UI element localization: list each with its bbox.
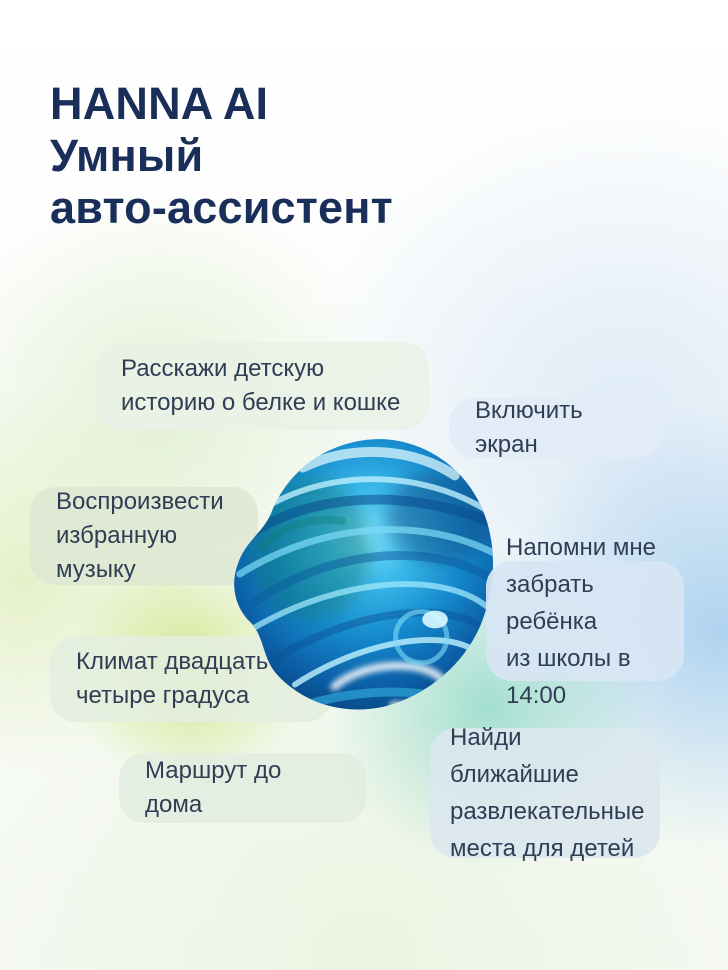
bubble-line: Напомни мне (506, 533, 656, 561)
voice-command-bubble-screen (449, 398, 663, 458)
voice-command-bubble-route (119, 753, 367, 823)
page-title (50, 78, 393, 234)
voice-command-bubble-story (95, 342, 429, 430)
bubble-line: историю о белке и кошке (121, 389, 401, 416)
subtitle-line-1: Умный (50, 130, 204, 181)
bubble-line: Климат двадцать (76, 648, 269, 675)
subtitle-line-2: авто-ассистент (50, 182, 393, 233)
ai-orb-graphic (216, 426, 512, 732)
voice-command-bubble-remind (486, 533, 684, 709)
bubble-line: развлекательные (450, 798, 645, 825)
voice-command-bubble-places (430, 724, 660, 862)
bubble-line: из школы в 14:00 (506, 644, 631, 709)
bubble-line: четыре градуса (76, 682, 250, 709)
bubble-line: Найди ближайшие (450, 724, 579, 788)
bubble-line: Маршрут до дома (145, 757, 282, 818)
liquid-sphere-icon (216, 426, 512, 732)
bubble-line: Воспроизвести (56, 488, 224, 515)
bubble-line: забрать ребёнка (506, 570, 598, 635)
brand-title: HANNA AI (50, 78, 269, 129)
bubble-line: Включить экран (475, 397, 583, 458)
bubble-line: Расскажи детскую (121, 355, 325, 382)
bubble-line: места для детей (450, 835, 635, 862)
bubble-line: избранную музыку (56, 522, 178, 583)
